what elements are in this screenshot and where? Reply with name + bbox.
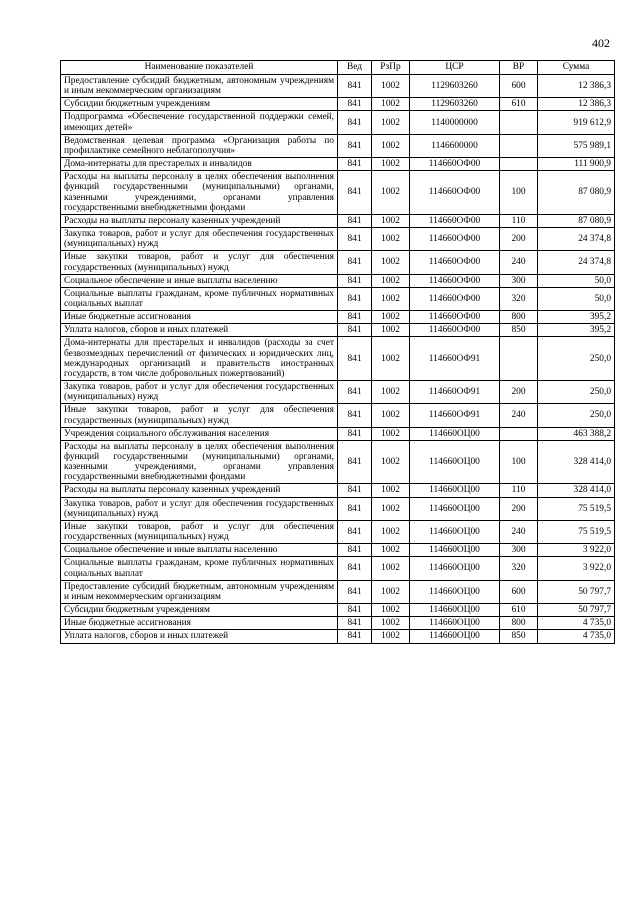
table-row xyxy=(61,427,615,440)
cell-csr: 1146600000 xyxy=(410,134,500,157)
table-row xyxy=(61,440,615,484)
cell-rzpr: 1002 xyxy=(372,111,410,134)
cell-ved: 841 xyxy=(338,311,372,324)
table-row xyxy=(61,520,615,543)
cell-ved: 841 xyxy=(338,158,372,171)
cell-vr: 200 xyxy=(500,381,538,404)
cell-csr: 114660ОЦ00 xyxy=(410,484,500,497)
cell-ved: 841 xyxy=(338,557,372,580)
cell-vr: 320 xyxy=(500,557,538,580)
cell-vr: 850 xyxy=(500,324,538,337)
table-row xyxy=(61,287,615,310)
cell-sum: 3 922,0 xyxy=(538,557,615,580)
cell-vr xyxy=(500,158,538,171)
cell-sum: 24 374,8 xyxy=(538,228,615,251)
cell-ved: 841 xyxy=(338,544,372,557)
cell-csr: 114660ОФ00 xyxy=(410,171,500,215)
cell-name: Ведомственная целевая программа «Организация работы по профилактике семейного неблагополучия» xyxy=(61,134,338,157)
cell-ved: 841 xyxy=(338,404,372,427)
cell-sum: 75 519,5 xyxy=(538,497,615,520)
cell-name: Дома-интернаты для престарелых и инвалидов xyxy=(61,158,338,171)
cell-vr: 100 xyxy=(500,171,538,215)
cell-vr: 100 xyxy=(500,440,538,484)
table-row xyxy=(61,580,615,603)
cell-rzpr: 1002 xyxy=(372,520,410,543)
cell-sum: 250,0 xyxy=(538,337,615,381)
cell-csr: 114660ОЦ00 xyxy=(410,440,500,484)
cell-sum: 4 735,0 xyxy=(538,617,615,630)
cell-ved: 841 xyxy=(338,287,372,310)
table-row xyxy=(61,484,615,497)
cell-name: Учреждения социального обслуживания населения xyxy=(61,427,338,440)
cell-vr: 240 xyxy=(500,520,538,543)
cell-csr: 114660ОФ91 xyxy=(410,337,500,381)
cell-rzpr: 1002 xyxy=(372,158,410,171)
cell-rzpr: 1002 xyxy=(372,251,410,274)
cell-csr: 114660ОФ00 xyxy=(410,324,500,337)
cell-ved: 841 xyxy=(338,98,372,111)
table-row xyxy=(61,274,615,287)
cell-sum: 3 922,0 xyxy=(538,544,615,557)
cell-vr: 240 xyxy=(500,251,538,274)
cell-csr: 114660ОФ00 xyxy=(410,251,500,274)
cell-ved: 841 xyxy=(338,617,372,630)
cell-vr: 110 xyxy=(500,484,538,497)
cell-sum: 75 519,5 xyxy=(538,520,615,543)
cell-sum: 328 414,0 xyxy=(538,440,615,484)
cell-ved: 841 xyxy=(338,214,372,227)
cell-sum: 50,0 xyxy=(538,287,615,310)
cell-csr: 114660ОЦ00 xyxy=(410,520,500,543)
cell-csr: 114660ОФ00 xyxy=(410,287,500,310)
cell-name: Закупка товаров, работ и услуг для обеспечения государственных (муниципальных) нужд xyxy=(61,381,338,404)
cell-vr xyxy=(500,337,538,381)
cell-name: Иные бюджетные ассигнования xyxy=(61,617,338,630)
cell-vr xyxy=(500,427,538,440)
cell-csr: 114660ОФ91 xyxy=(410,381,500,404)
cell-sum: 87 080,9 xyxy=(538,171,615,215)
cell-csr: 1140000000 xyxy=(410,111,500,134)
cell-name: Расходы на выплаты персоналу казенных учреждений xyxy=(61,214,338,227)
cell-name: Дома-интернаты для престарелых и инвалидов (расходы за счет безвозмездных перечислений от физических и юридических лиц, международных организаций и правительств иностранных государств, в том числе добровольных пожертвований) xyxy=(61,337,338,381)
cell-name: Социальные выплаты гражданам, кроме публичных нормативных социальных выплат xyxy=(61,287,338,310)
table-row xyxy=(61,324,615,337)
cell-csr: 114660ОЦ00 xyxy=(410,497,500,520)
table-body xyxy=(61,75,615,644)
cell-rzpr: 1002 xyxy=(372,134,410,157)
cell-rzpr: 1002 xyxy=(372,214,410,227)
cell-ved: 841 xyxy=(338,440,372,484)
cell-vr: 800 xyxy=(500,311,538,324)
table-row xyxy=(61,337,615,381)
table-header-row xyxy=(61,61,615,75)
cell-csr: 114660ОЦ00 xyxy=(410,427,500,440)
cell-rzpr: 1002 xyxy=(372,617,410,630)
cell-rzpr: 1002 xyxy=(372,381,410,404)
cell-ved: 841 xyxy=(338,324,372,337)
cell-csr: 114660ОЦ00 xyxy=(410,544,500,557)
table-row xyxy=(61,381,615,404)
cell-sum: 12 386,3 xyxy=(538,98,615,111)
cell-name: Иные закупки товаров, работ и услуг для обеспечения государственных (муниципальных) нужд xyxy=(61,251,338,274)
cell-csr: 114660ОФ00 xyxy=(410,228,500,251)
cell-csr: 114660ОФ00 xyxy=(410,274,500,287)
cell-name: Социальные выплаты гражданам, кроме публичных нормативных социальных выплат xyxy=(61,557,338,580)
cell-ved: 841 xyxy=(338,497,372,520)
table-row xyxy=(61,111,615,134)
cell-rzpr: 1002 xyxy=(372,324,410,337)
page-number: 402 xyxy=(592,36,610,50)
cell-name: Подпрограмма «Обеспечение государственной поддержки семей, имеющих детей» xyxy=(61,111,338,134)
cell-vr: 600 xyxy=(500,75,538,98)
cell-ved: 841 xyxy=(338,251,372,274)
cell-name: Расходы на выплаты персоналу в целях обеспечения выполнения функций государственными (муниципальными) органами, казенными учреждениями, органами управления государственными внебюджетными фондами xyxy=(61,440,338,484)
cell-rzpr: 1002 xyxy=(372,228,410,251)
cell-sum: 12 386,3 xyxy=(538,75,615,98)
cell-sum: 50 797,7 xyxy=(538,580,615,603)
cell-rzpr: 1002 xyxy=(372,630,410,643)
cell-name: Предоставление субсидий бюджетным, автономным учреждениям и иным некоммерческим организациям xyxy=(61,580,338,603)
cell-sum: 463 388,2 xyxy=(538,427,615,440)
cell-ved: 841 xyxy=(338,427,372,440)
cell-sum: 250,0 xyxy=(538,404,615,427)
cell-vr: 200 xyxy=(500,228,538,251)
cell-sum: 87 080,9 xyxy=(538,214,615,227)
cell-name: Уплата налогов, сборов и иных платежей xyxy=(61,630,338,643)
cell-csr: 114660ОЦ00 xyxy=(410,617,500,630)
column-header-name: Наименование показателей xyxy=(61,61,338,75)
cell-csr: 114660ОЦ00 xyxy=(410,557,500,580)
cell-rzpr: 1002 xyxy=(372,274,410,287)
table-row xyxy=(61,134,615,157)
cell-ved: 841 xyxy=(338,171,372,215)
cell-ved: 841 xyxy=(338,274,372,287)
table-row xyxy=(61,251,615,274)
cell-name: Уплата налогов, сборов и иных платежей xyxy=(61,324,338,337)
table-row xyxy=(61,544,615,557)
budget-table xyxy=(60,60,615,644)
table-row xyxy=(61,75,615,98)
column-header-vr: ВР xyxy=(500,61,538,75)
cell-name: Расходы на выплаты персоналу казенных учреждений xyxy=(61,484,338,497)
table-row xyxy=(61,604,615,617)
cell-vr xyxy=(500,111,538,134)
cell-name: Субсидии бюджетным учреждениям xyxy=(61,604,338,617)
cell-name: Социальное обеспечение и иные выплаты населению xyxy=(61,274,338,287)
cell-sum: 395,2 xyxy=(538,324,615,337)
cell-ved: 841 xyxy=(338,228,372,251)
cell-csr: 114660ОФ00 xyxy=(410,214,500,227)
column-header-ved: Вед xyxy=(338,61,372,75)
cell-sum: 50 797,7 xyxy=(538,604,615,617)
cell-rzpr: 1002 xyxy=(372,440,410,484)
table-row xyxy=(61,404,615,427)
cell-csr: 114660ОФ00 xyxy=(410,311,500,324)
table-row xyxy=(61,228,615,251)
cell-ved: 841 xyxy=(338,75,372,98)
cell-ved: 841 xyxy=(338,111,372,134)
cell-name: Предоставление субсидий бюджетным, автономным учреждениям и иным некоммерческим организациям xyxy=(61,75,338,98)
cell-sum: 250,0 xyxy=(538,381,615,404)
cell-rzpr: 1002 xyxy=(372,497,410,520)
cell-sum: 24 374,8 xyxy=(538,251,615,274)
cell-rzpr: 1002 xyxy=(372,171,410,215)
cell-rzpr: 1002 xyxy=(372,544,410,557)
cell-vr: 850 xyxy=(500,630,538,643)
cell-name: Субсидии бюджетным учреждениям xyxy=(61,98,338,111)
cell-ved: 841 xyxy=(338,520,372,543)
cell-rzpr: 1002 xyxy=(372,427,410,440)
cell-name: Социальное обеспечение и иные выплаты населению xyxy=(61,544,338,557)
cell-vr: 610 xyxy=(500,604,538,617)
cell-rzpr: 1002 xyxy=(372,404,410,427)
table-row xyxy=(61,497,615,520)
cell-sum: 575 989,1 xyxy=(538,134,615,157)
cell-sum: 111 900,9 xyxy=(538,158,615,171)
cell-rzpr: 1002 xyxy=(372,604,410,617)
cell-rzpr: 1002 xyxy=(372,337,410,381)
cell-csr: 114660ОФ91 xyxy=(410,404,500,427)
cell-csr: 114660ОЦ00 xyxy=(410,630,500,643)
cell-name: Иные закупки товаров, работ и услуг для обеспечения государственных (муниципальных) нужд xyxy=(61,520,338,543)
cell-vr: 300 xyxy=(500,544,538,557)
cell-ved: 841 xyxy=(338,484,372,497)
cell-rzpr: 1002 xyxy=(372,580,410,603)
cell-vr: 320 xyxy=(500,287,538,310)
table-row xyxy=(61,214,615,227)
cell-rzpr: 1002 xyxy=(372,98,410,111)
cell-rzpr: 1002 xyxy=(372,484,410,497)
cell-rzpr: 1002 xyxy=(372,557,410,580)
table-row xyxy=(61,311,615,324)
cell-csr: 114660ОЦ00 xyxy=(410,580,500,603)
cell-rzpr: 1002 xyxy=(372,75,410,98)
table-row xyxy=(61,171,615,215)
cell-vr: 300 xyxy=(500,274,538,287)
table-row xyxy=(61,557,615,580)
cell-vr: 200 xyxy=(500,497,538,520)
cell-name: Иные бюджетные ассигнования xyxy=(61,311,338,324)
cell-rzpr: 1002 xyxy=(372,311,410,324)
cell-csr: 1129603260 xyxy=(410,98,500,111)
cell-csr: 114660ОФ00 xyxy=(410,158,500,171)
table-row xyxy=(61,98,615,111)
cell-name: Закупка товаров, работ и услуг для обеспечения государственных (муниципальных) нужд xyxy=(61,228,338,251)
cell-vr: 800 xyxy=(500,617,538,630)
table-row xyxy=(61,617,615,630)
cell-sum: 919 612,9 xyxy=(538,111,615,134)
cell-sum: 395,2 xyxy=(538,311,615,324)
cell-sum: 328 414,0 xyxy=(538,484,615,497)
cell-ved: 841 xyxy=(338,337,372,381)
cell-vr: 600 xyxy=(500,580,538,603)
cell-vr: 110 xyxy=(500,214,538,227)
cell-sum: 4 735,0 xyxy=(538,630,615,643)
cell-name: Закупка товаров, работ и услуг для обеспечения государственных (муниципальных) нужд xyxy=(61,497,338,520)
table-row xyxy=(61,630,615,643)
cell-ved: 841 xyxy=(338,580,372,603)
cell-csr: 1129603260 xyxy=(410,75,500,98)
cell-csr: 114660ОЦ00 xyxy=(410,604,500,617)
table-row xyxy=(61,158,615,171)
column-header-rzpr: РзПр xyxy=(372,61,410,75)
cell-ved: 841 xyxy=(338,134,372,157)
cell-ved: 841 xyxy=(338,630,372,643)
column-header-csr: ЦСР xyxy=(410,61,500,75)
column-header-sum: Сумма xyxy=(538,61,615,75)
cell-vr: 240 xyxy=(500,404,538,427)
cell-rzpr: 1002 xyxy=(372,287,410,310)
cell-name: Расходы на выплаты персоналу в целях обеспечения выполнения функций государственными (муниципальными) органами, казенными учреждениями, органами управления государственными внебюджетными фондами xyxy=(61,171,338,215)
cell-sum: 50,0 xyxy=(538,274,615,287)
cell-ved: 841 xyxy=(338,604,372,617)
cell-name: Иные закупки товаров, работ и услуг для обеспечения государственных (муниципальных) нужд xyxy=(61,404,338,427)
cell-ved: 841 xyxy=(338,381,372,404)
cell-vr xyxy=(500,134,538,157)
cell-vr: 610 xyxy=(500,98,538,111)
